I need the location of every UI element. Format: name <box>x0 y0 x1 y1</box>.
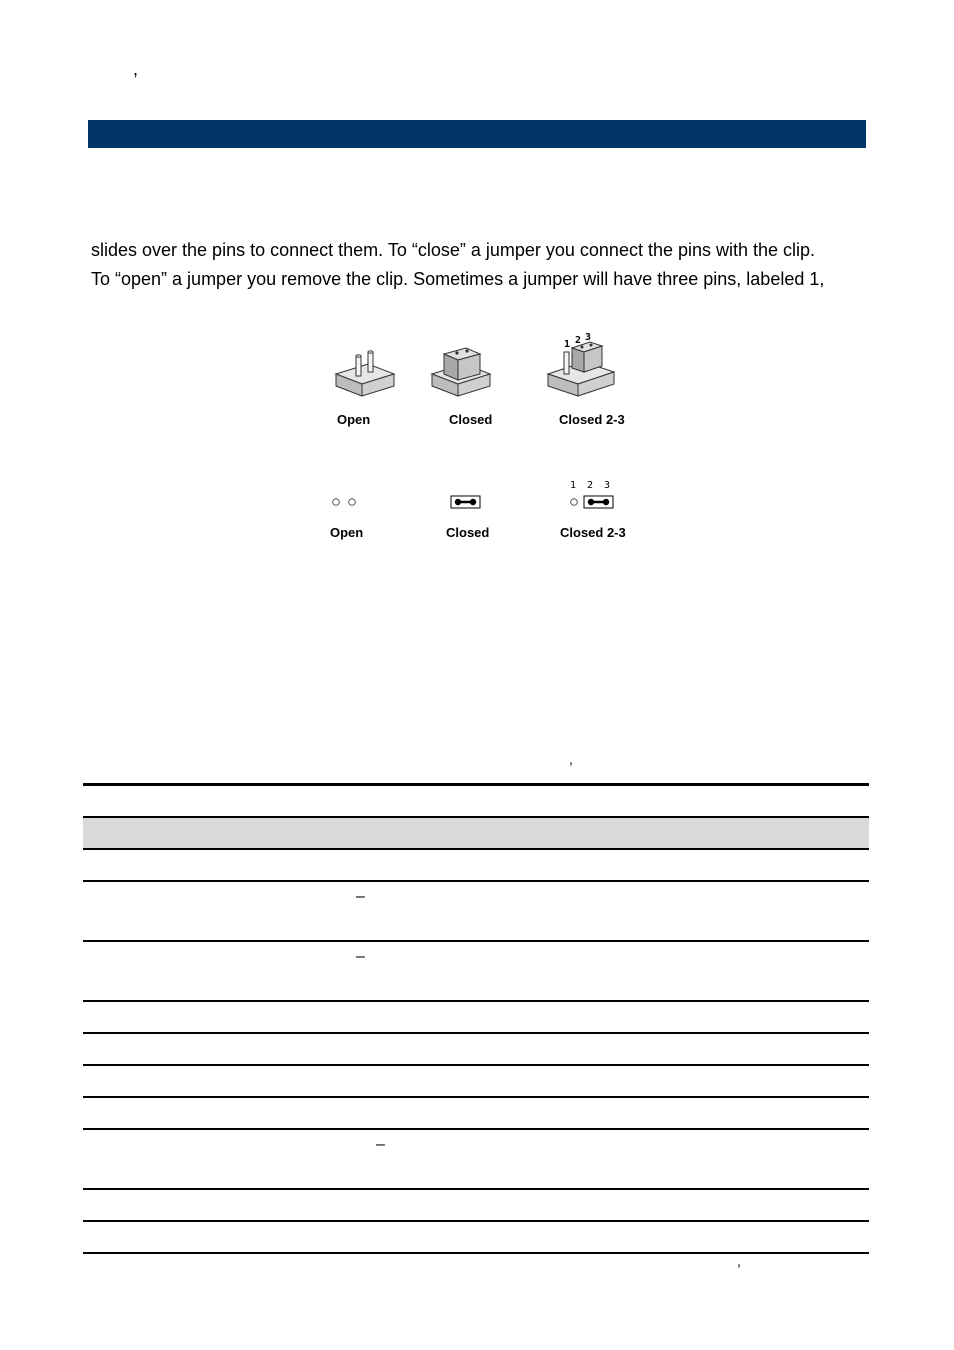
table-rule <box>83 1000 869 1002</box>
bottom-mark: , <box>737 1253 741 1269</box>
paragraph-line-2: To “open” a jumper you remove the clip. Sometimes a jumper will have three pins, labeled 1, <box>91 269 825 289</box>
label-3d-closed-2-3: Closed 2-3 <box>559 412 625 427</box>
table-top-rule <box>83 783 869 786</box>
pin-number-2d-2: 2 <box>587 480 594 491</box>
pin-number-2d-1: 1 <box>570 480 577 491</box>
mid-mark: , <box>569 751 573 767</box>
jumper-2d-closed-2-3-icon <box>571 496 613 508</box>
table-dash-mark: – <box>356 888 365 905</box>
table-rule <box>83 1128 869 1130</box>
table-dash-mark: – <box>356 948 365 965</box>
jumper-3d-closed-icon <box>432 348 490 396</box>
jumper-2d-closed-icon <box>451 496 480 508</box>
table-dash-mark: – <box>376 1136 385 1153</box>
label-2d-closed: Closed <box>446 525 490 540</box>
pin-number-2d-3: 3 <box>604 480 611 491</box>
pin-number-3d-1: 1 <box>564 339 571 350</box>
pin-number-3d-3: 3 <box>585 332 592 343</box>
jumper-3d-open-icon <box>336 351 394 396</box>
label-2d-open: Open <box>330 525 364 540</box>
label-2d-closed-2-3: Closed 2-3 <box>560 525 626 540</box>
table-rule <box>83 848 869 850</box>
label-3d-closed: Closed <box>449 412 493 427</box>
table-rule <box>83 940 869 942</box>
jumper-3d-illustrations <box>328 330 628 402</box>
section-header-bar <box>88 120 866 148</box>
table-rule <box>83 1220 869 1222</box>
table-bottom-rule <box>83 1252 869 1254</box>
jumper-2d-open-icon <box>333 499 356 506</box>
jumper-2d-symbols <box>328 492 628 512</box>
table-rule <box>83 1096 869 1098</box>
pin-number-3d-2: 2 <box>575 335 582 346</box>
table-rule <box>83 1188 869 1190</box>
paragraph-line-1: slides over the pins to connect them. To “close” a jumper you connect the pins with the clip. <box>91 240 816 260</box>
table-rule <box>83 1064 869 1066</box>
jumper-3d-closed-2-3-icon <box>548 342 614 396</box>
table-rule <box>83 880 869 882</box>
label-3d-open: Open <box>337 412 371 427</box>
table-rule <box>83 1032 869 1034</box>
table-rule <box>83 816 869 818</box>
top-mark: , <box>133 59 139 79</box>
table-header-row <box>83 818 869 848</box>
